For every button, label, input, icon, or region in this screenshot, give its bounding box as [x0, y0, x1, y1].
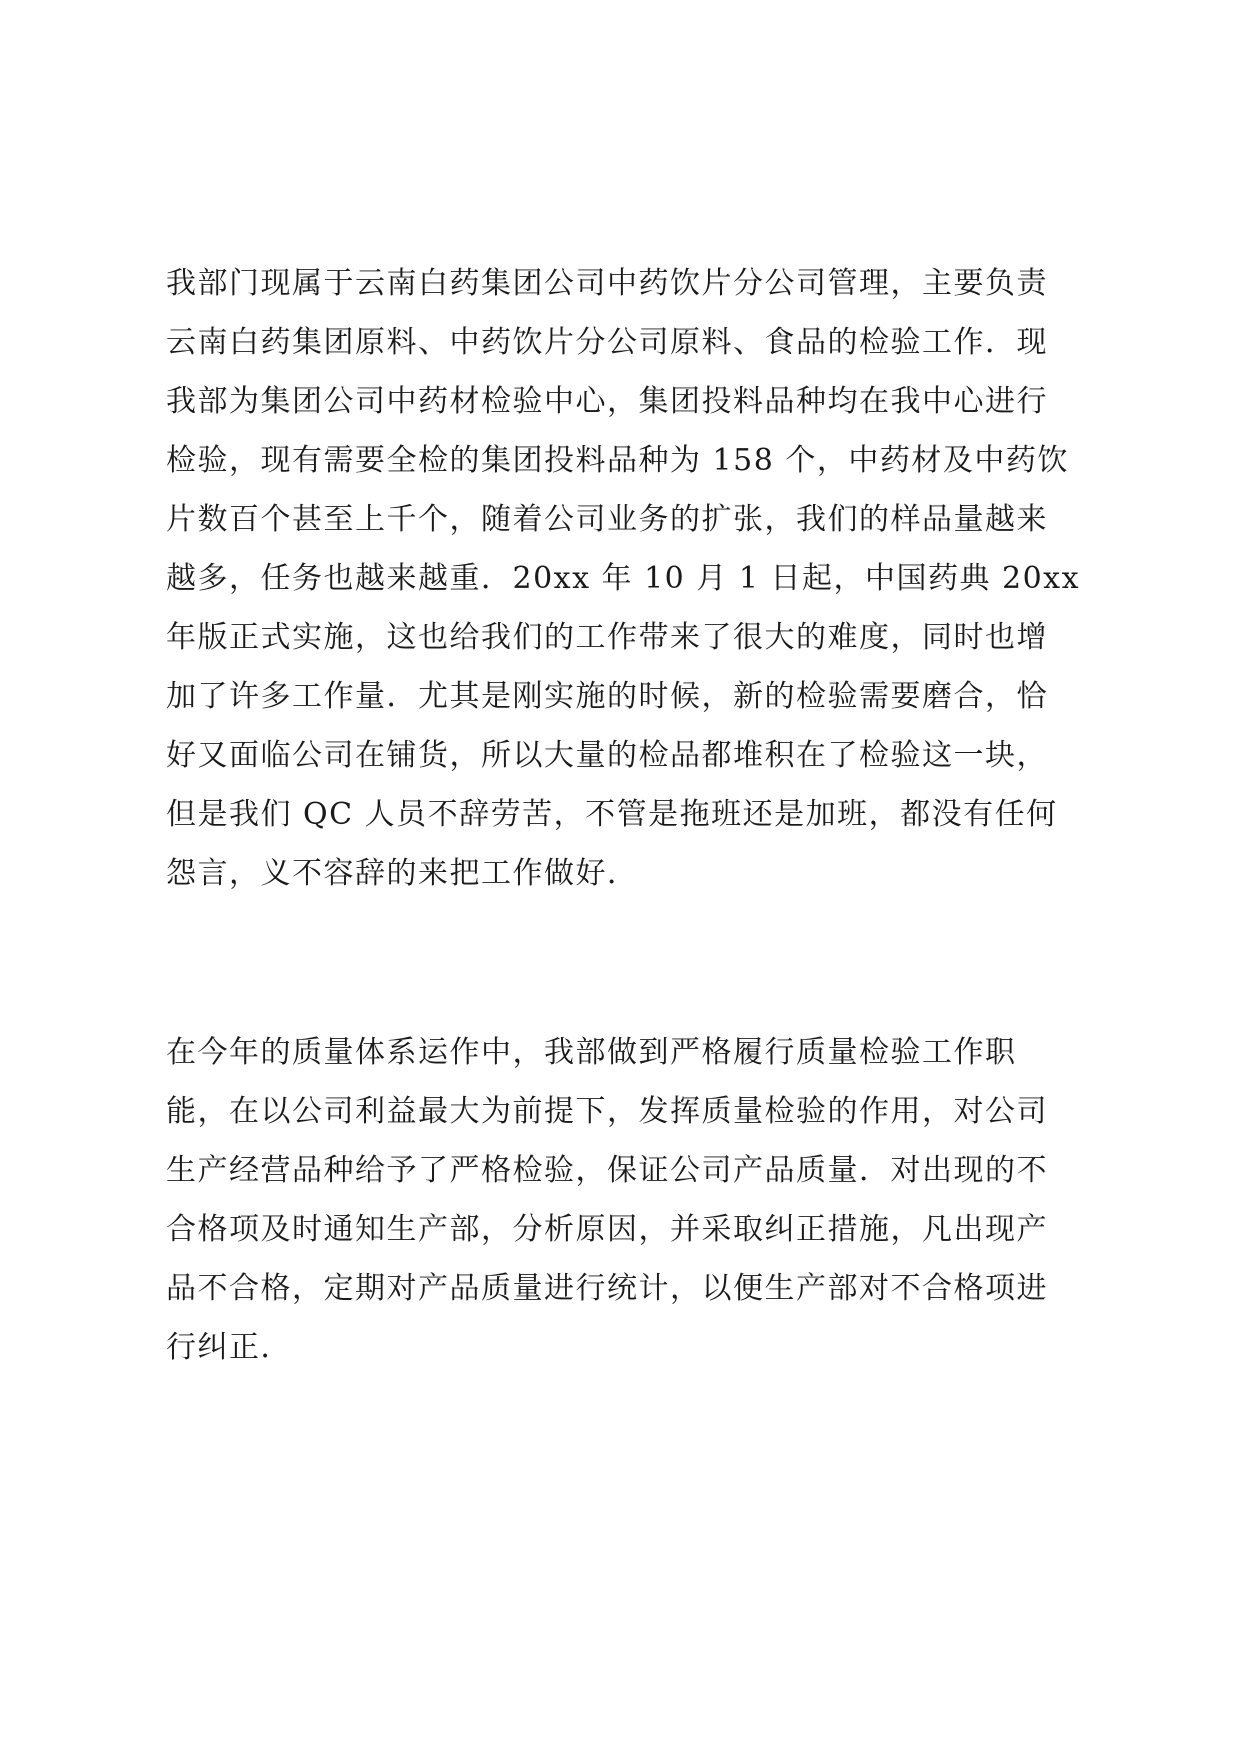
text-line: 行纠正．	[166, 1330, 292, 1365]
text-line: 加了许多工作量．尤其是刚实施的时候，新的检验需要磨合，恰	[166, 679, 1048, 714]
text-line: 年版正式实施，这也给我们的工作带来了很大的难度，同时也增	[166, 620, 1048, 655]
text-line: 能，在以公司利益最大为前提下，发挥质量检验的作用，对公司	[166, 1094, 1048, 1129]
text-line: 好又面临公司在铺货，所以大量的检品都堆积在了检验这一块，	[166, 738, 1048, 773]
text-line: 怨言，义不容辞的来把工作做好．	[166, 856, 639, 891]
text-line: 检验，现有需要全检的集团投料品种为 158 个，中药材及中药饮	[166, 443, 1069, 478]
text-line: 我部门现属于云南白药集团公司中药饮片分公司管理，主要负责	[166, 266, 1048, 301]
text-line: 片数百个甚至上千个，随着公司业务的扩张，我们的样品量越来	[166, 502, 1048, 537]
text-line: 在今年的质量体系运作中，我部做到严格履行质量检验工作职	[166, 1035, 1017, 1070]
text-line: 我部为集团公司中药材检验中心，集团投料品种均在我中心进行	[166, 384, 1048, 419]
text-line: 合格项及时通知生产部，分析原因，并采取纠正措施，凡出现产	[166, 1212, 1048, 1247]
text-line: 云南白药集团原料、中药饮片分公司原料、食品的检验工作．现	[166, 325, 1048, 360]
text-line: 越多，任务也越来越重．20xx 年 10 月 1 日起，中国药典 20xx	[166, 561, 1081, 596]
text-line: 但是我们 QC 人员不辞劳苦，不管是拖班还是加班，都没有任何	[166, 797, 1058, 832]
text-line: 品不合格，定期对产品质量进行统计，以便生产部对不合格项进	[166, 1271, 1048, 1306]
text-line: 生产经营品种给予了严格检验，保证公司产品质量．对出现的不	[166, 1153, 1048, 1188]
